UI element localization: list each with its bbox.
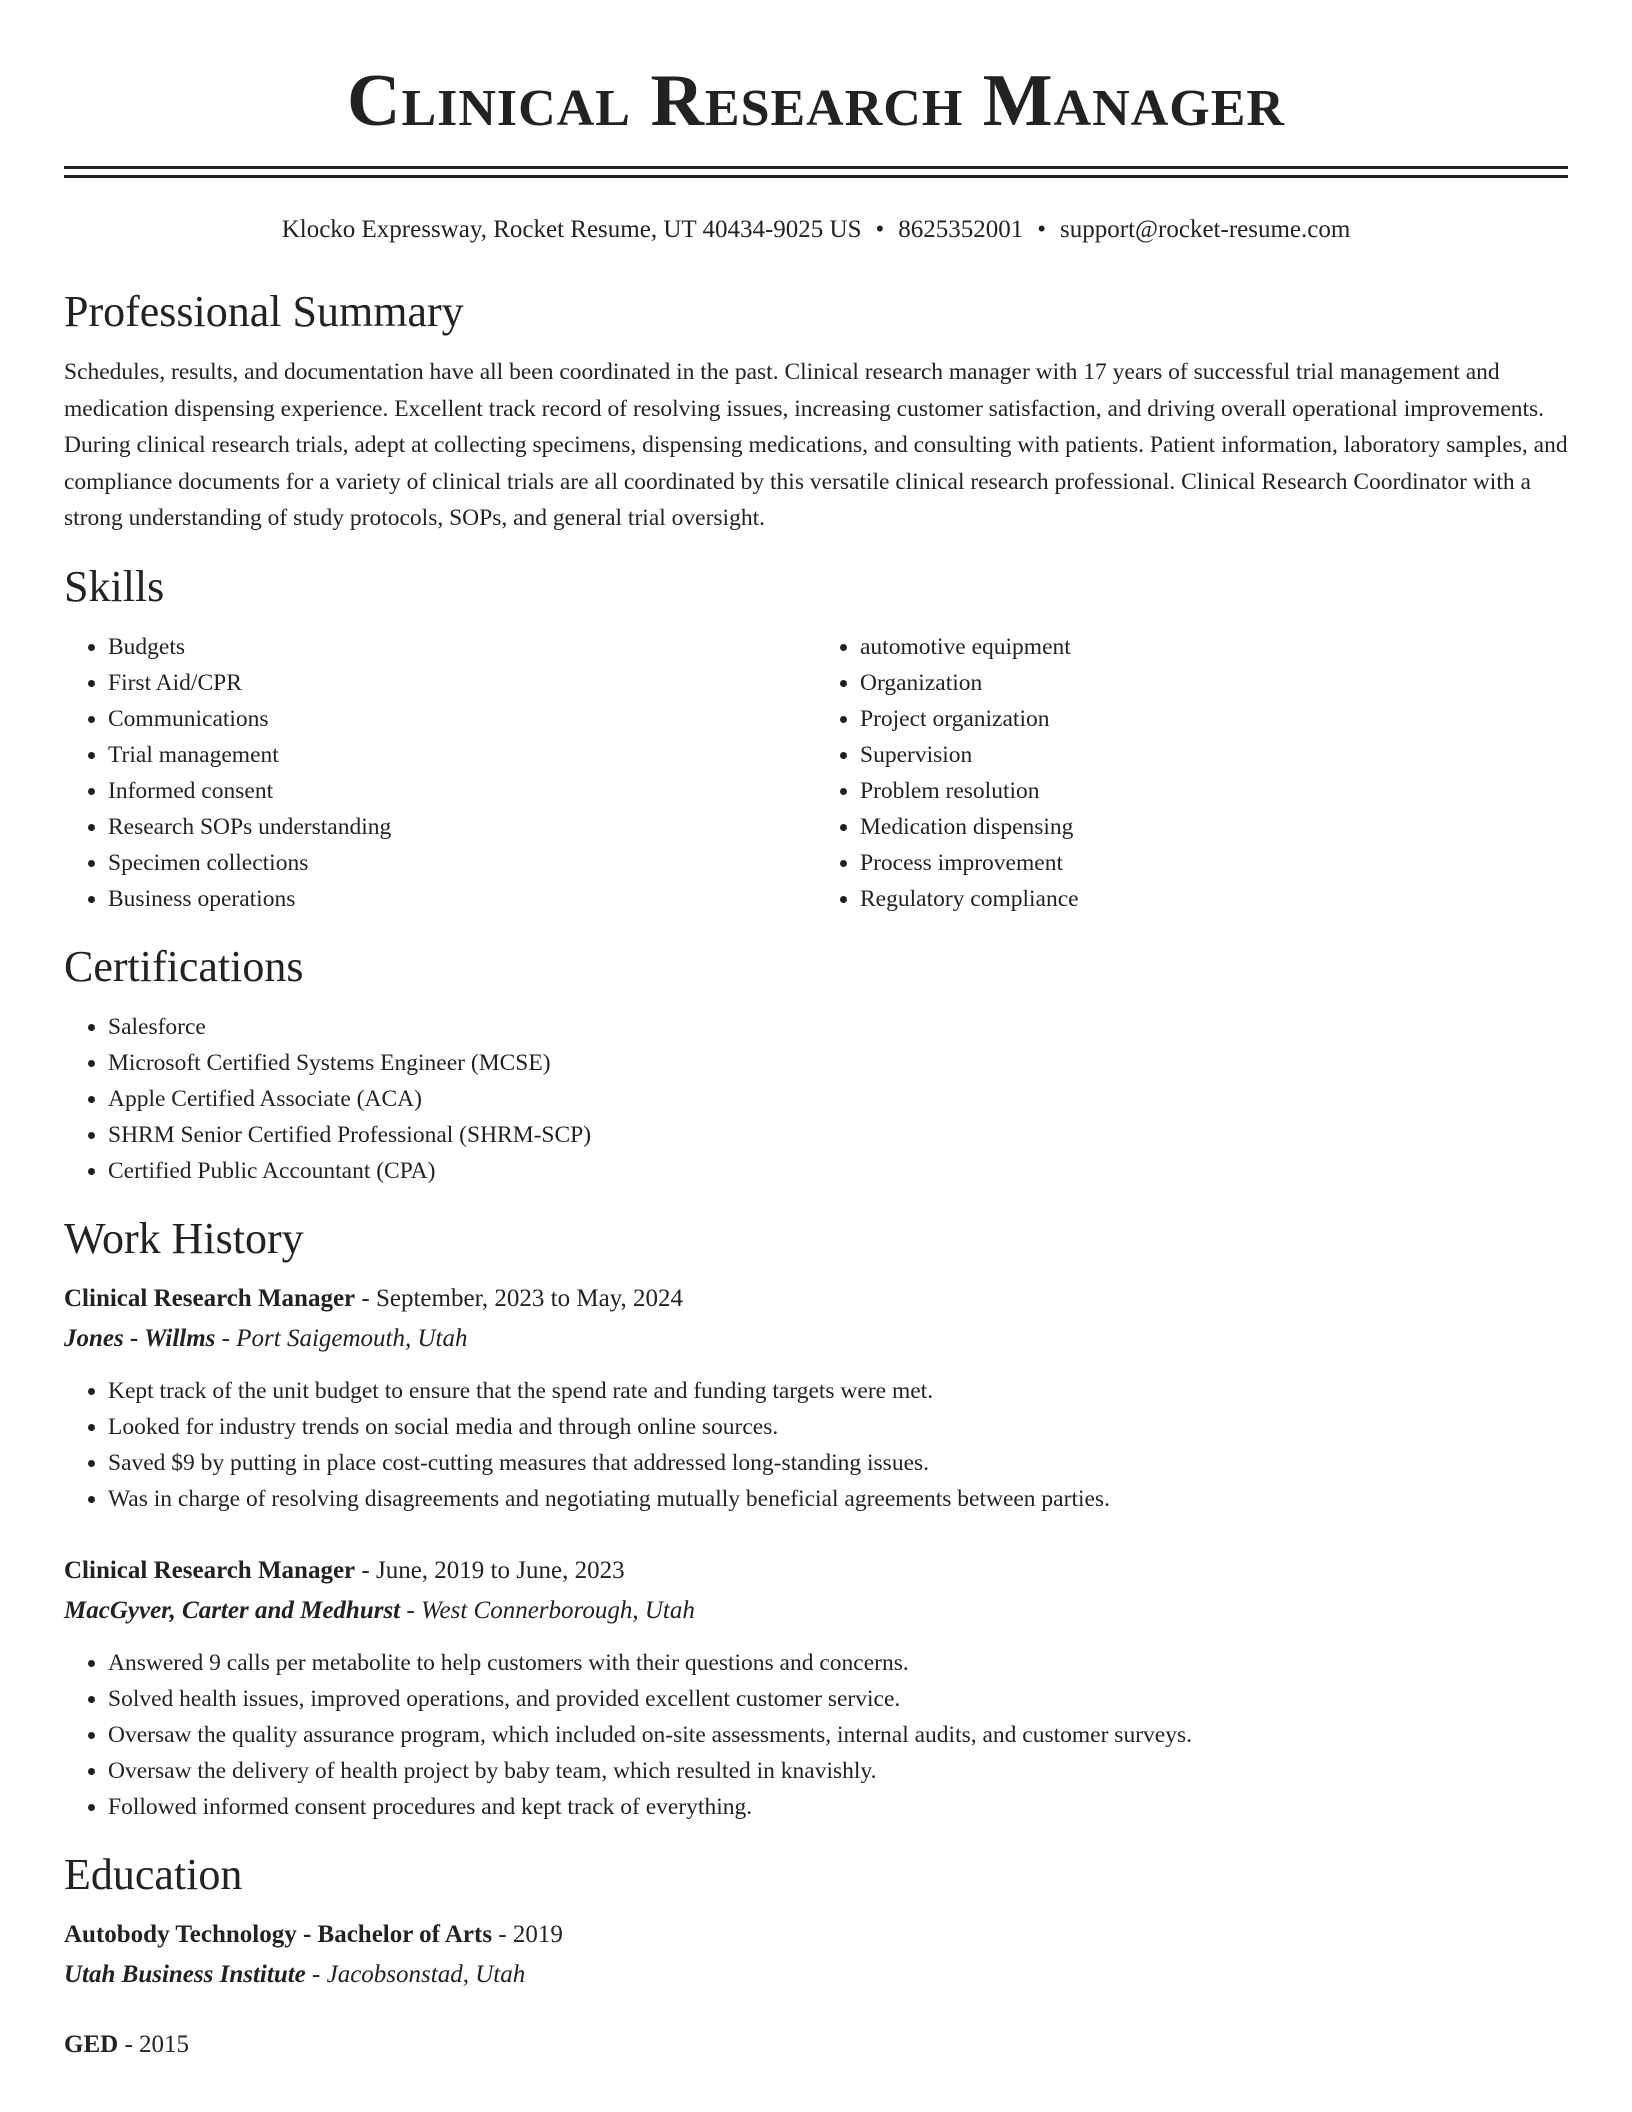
job-dash: - xyxy=(215,1324,237,1352)
skill-item: • Research SOPs understanding xyxy=(108,809,816,845)
skills-heading: Skills xyxy=(64,561,165,611)
contact-email[interactable]: support@rocket-resume.com xyxy=(1060,216,1351,243)
skills-left-list xyxy=(64,629,816,917)
summary-heading: Professional Summary xyxy=(64,287,464,336)
work-history-heading: Work History xyxy=(64,1213,304,1263)
certification-item: • SHRM Senior Certified Professional (SHRM-SCP) xyxy=(108,1117,1568,1153)
education-entry xyxy=(64,2027,1568,2063)
skill-item: • automotive equipment xyxy=(860,629,1568,665)
job-bullet: • Was in charge of resolving disagreements and negotiating mutually beneficial agreements between parties. xyxy=(108,1481,1568,1517)
education-year: 2015 xyxy=(139,2030,190,2058)
job-bullet: • Solved health issues, improved operations, and provided excellent customer service. xyxy=(108,1681,1568,1717)
education-year: 2019 xyxy=(512,1920,563,1948)
skill-item: • Organization xyxy=(860,665,1568,701)
certifications-heading: Certifications xyxy=(64,941,304,991)
skill-item: • Trial management xyxy=(108,737,816,773)
job-bullet: • Saved $9 by putting in place cost-cutting measures that addressed long-standing issues. xyxy=(108,1445,1568,1481)
education-degree: Autobody Technology - Bachelor of Arts xyxy=(64,1920,493,1948)
job-location: Port Saigemouth, Utah xyxy=(236,1324,468,1352)
job-dates: June, 2019 to June, 2023 xyxy=(375,1556,625,1584)
education-dash: - xyxy=(492,1920,513,1948)
certification-item: • Apple Certified Associate (ACA) xyxy=(108,1081,1568,1117)
job-bullets xyxy=(64,1373,1568,1517)
job-title: Clinical Research Manager xyxy=(64,1284,356,1312)
contact-phone[interactable]: 8625352001 xyxy=(898,216,1024,243)
job-bullet: • Oversaw the delivery of health project by baby team, which resulted in knavishly. xyxy=(108,1753,1568,1789)
education-degree: GED xyxy=(64,2030,119,2058)
skills-right-list xyxy=(816,629,1568,917)
certification-item: • Salesforce xyxy=(108,1009,1568,1045)
skill-item: • Supervision xyxy=(860,737,1568,773)
education-dash: - xyxy=(118,2030,140,2058)
header-rule-bottom xyxy=(64,175,1568,178)
job-bullet: • Kept track of the unit budget to ensure that the spend rate and funding targets were met. xyxy=(108,1373,1568,1409)
education-school: Utah Business Institute xyxy=(64,1960,306,1988)
education-degree-line xyxy=(64,2027,1568,2063)
contact-separator: • xyxy=(1037,216,1047,243)
job-bullet: • Looked for industry trends on social media and through online sources. xyxy=(108,1409,1568,1445)
job-entry xyxy=(64,1553,1568,1825)
job-title-line xyxy=(64,1553,1568,1589)
job-bullets xyxy=(64,1645,1568,1825)
certifications-list xyxy=(64,1009,1568,1189)
job-dash: - xyxy=(355,1556,376,1584)
job-company: MacGyver, Carter and Medhurst xyxy=(64,1596,401,1624)
skill-item: • Medication dispensing xyxy=(860,809,1568,845)
job-company-line xyxy=(64,1593,1568,1629)
contact-line xyxy=(64,214,1568,246)
education-dash: - xyxy=(305,1960,327,1988)
skill-item: • First Aid/CPR xyxy=(108,665,816,701)
education-degree-line xyxy=(64,1917,1568,1953)
job-dash: - xyxy=(355,1284,376,1312)
contact-address: Klocko Expressway, Rocket Resume, UT 40434-9025 US xyxy=(281,216,862,243)
contact-separator: • xyxy=(875,216,885,243)
skill-item: • Budgets xyxy=(108,629,816,665)
job-entry xyxy=(64,1281,1568,1517)
skill-item: • Specimen collections xyxy=(108,845,816,881)
resume-name: Clinical Research Manager xyxy=(347,60,1285,142)
job-dates: September, 2023 to May, 2024 xyxy=(375,1284,684,1312)
education-entry xyxy=(64,1917,1568,1993)
job-title-line xyxy=(64,1281,1568,1317)
education-location: Jacobsonstad, Utah xyxy=(326,1960,526,1988)
job-bullet: • Answered 9 calls per metabolite to help customers with their questions and concerns. xyxy=(108,1645,1568,1681)
summary-text: Schedules, results, and documentation have all been coordinated in the past. Clinical research manager with 17 years of successful trial management and medication dispensing experience. Excellent track record of resolving issues, increasing customer satisfaction, and driving overall operational improvements. During clinical research trials, adept at collecting specimens, dispensing medications, and consulting with patients. Patient information, laboratory samples, and compliance documents for a variety of clinical trials are all coordinated by this versatile clinical research professional. Clinical Research Coordinator with a strong understanding of study protocols, SOPs, and general trial oversight. xyxy=(64,359,1568,531)
job-title: Clinical Research Manager xyxy=(64,1556,356,1584)
job-company: Jones - Willms xyxy=(64,1324,216,1352)
job-location: West Connerborough, Utah xyxy=(420,1596,695,1624)
education-heading: Education xyxy=(64,1849,243,1899)
skill-item: • Project organization xyxy=(860,701,1568,737)
skill-item: • Informed consent xyxy=(108,773,816,809)
skills-columns xyxy=(64,629,1568,917)
skill-item: • Communications xyxy=(108,701,816,737)
education-school-line xyxy=(64,1957,1568,1993)
skill-item: • Process improvement xyxy=(860,845,1568,881)
job-company-line xyxy=(64,1321,1568,1357)
skill-item: • Problem resolution xyxy=(860,773,1568,809)
certification-item: • Microsoft Certified Systems Engineer (MCSE) xyxy=(108,1045,1568,1081)
certification-item: • Certified Public Accountant (CPA) xyxy=(108,1153,1568,1189)
skill-item: • Business operations xyxy=(108,881,816,917)
skill-item: • Regulatory compliance xyxy=(860,881,1568,917)
job-dash: - xyxy=(400,1596,421,1624)
job-bullet: • Oversaw the quality assurance program, which included on-site assessments, internal audits, and customer surveys. xyxy=(108,1717,1568,1753)
job-bullet: • Followed informed consent procedures and kept track of everything. xyxy=(108,1789,1568,1825)
header-rule-top xyxy=(64,166,1568,169)
